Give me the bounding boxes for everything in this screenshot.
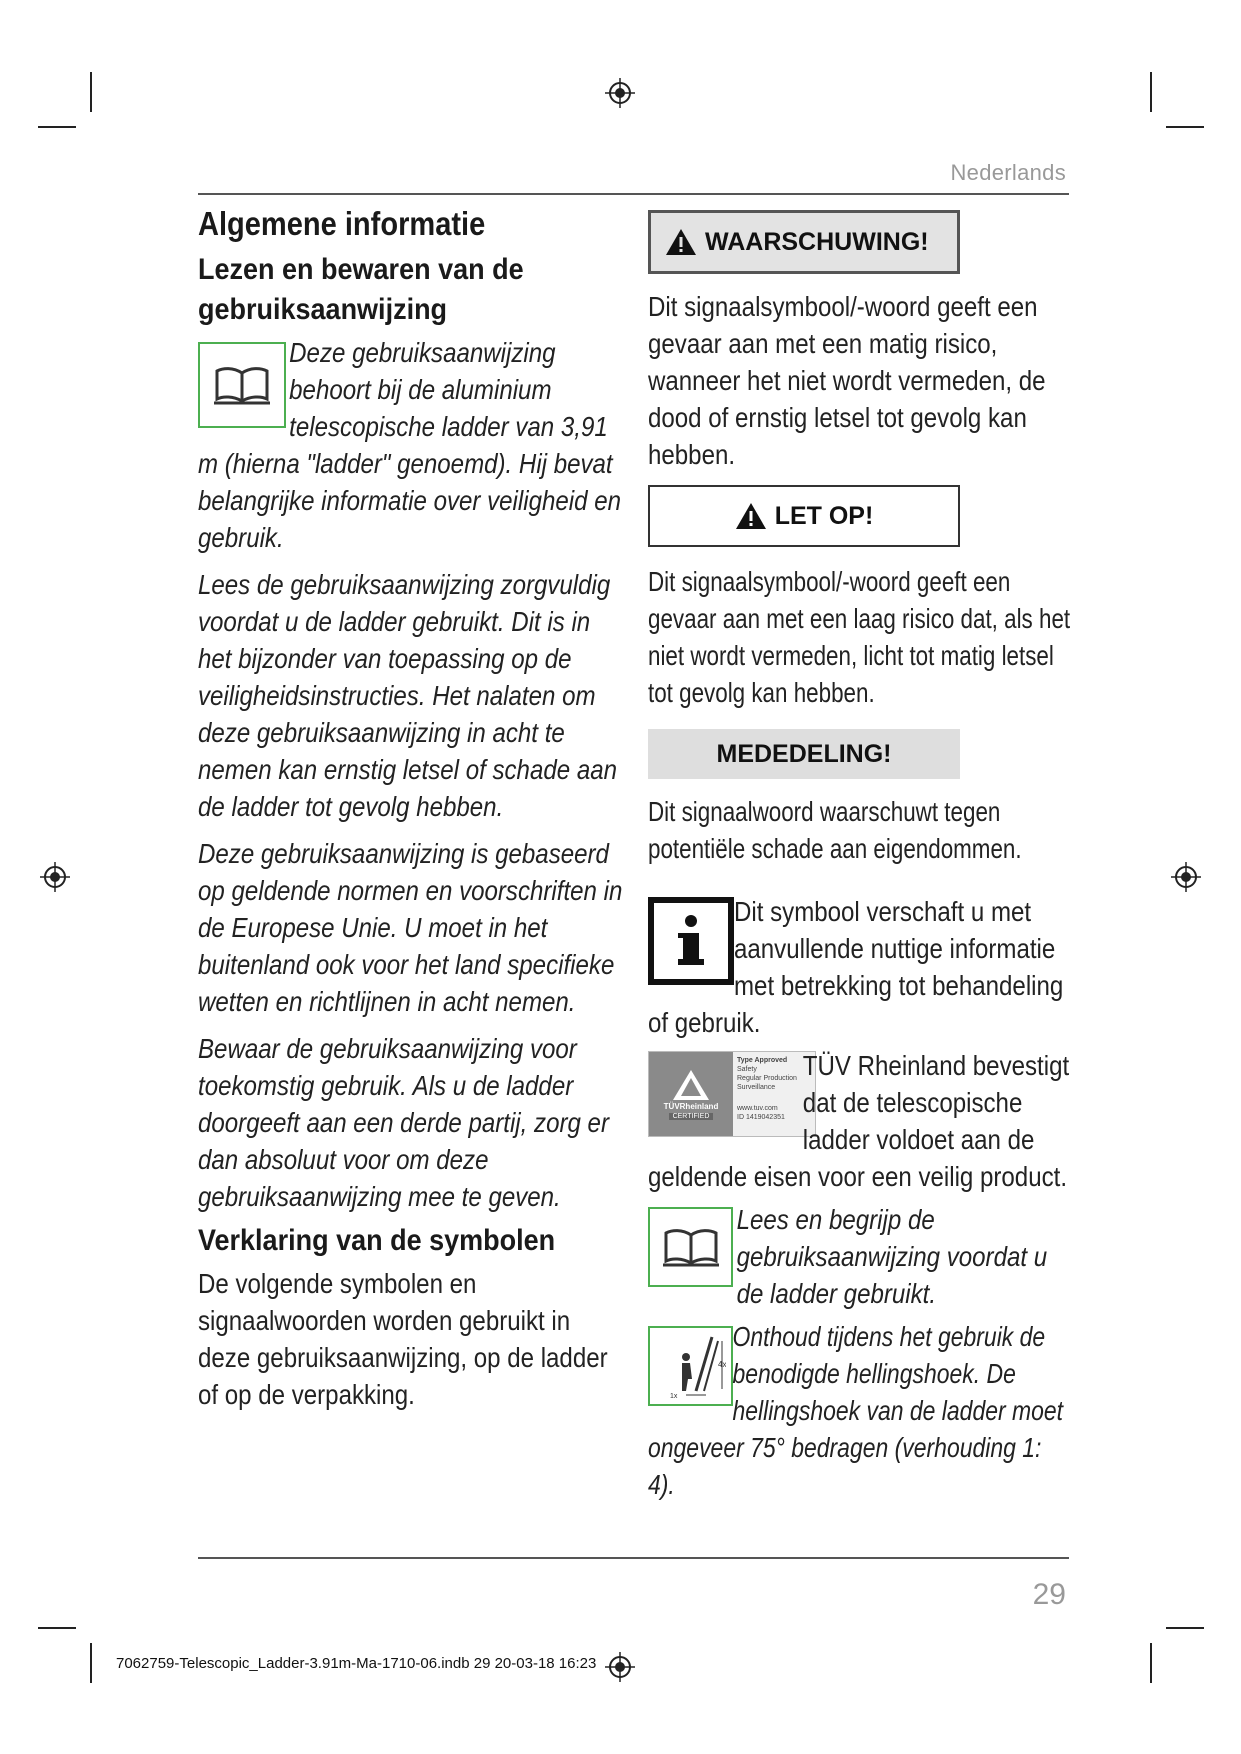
tuv-line: Safety: [737, 1066, 757, 1073]
crop-mark: [1150, 72, 1152, 112]
tuv-brand: TÜVRheinland: [663, 1102, 719, 1111]
warning-triangle-icon: [665, 228, 697, 256]
crop-mark: [38, 1627, 76, 1629]
subsection-title-symbols: Verklaring van de symbolen: [198, 1224, 556, 1257]
header-rule: [198, 193, 1069, 195]
paragraph-intro: Deze gebruiksaanwijzing behoort bij de aluminium telescopische ladder van 3,91 m (hierna "ladder" genoemd). Hij bevat belangrijke informatie over veiligheid en gebruik.: [198, 337, 621, 553]
left-column: [198, 204, 628, 1413]
warning-label: WAARSCHUWING!: [705, 227, 929, 256]
crop-mark: [90, 72, 92, 112]
tuv-description: TÜV Rheinland bevestigt dat de telescopische ladder voldoet aan de geldende eisen voor een veilig product.: [648, 1050, 1070, 1192]
right-column: [648, 210, 1073, 1503]
paragraph-symbols-intro: De volgende symbolen en signaalwoorden worden gebruikt in deze gebruiksaanwijzing, op de ladder of op de verpakking.: [198, 1268, 608, 1410]
crop-mark: [38, 126, 76, 128]
notice-label: MEDEDELING!: [716, 739, 892, 768]
caution-description: Dit signaalsymbool/-woord geeft een gevaar aan met een laag risico dat, als het niet wordt vermeden, licht tot matig letsel tot gevolg kan hebben.: [648, 566, 1071, 708]
language-label: Nederlands: [950, 160, 1066, 185]
warning-triangle-icon: [735, 502, 767, 530]
registration-mark-icon: [1171, 862, 1201, 892]
registration-mark-icon: [605, 1652, 635, 1682]
print-slug: 7062759-Telescopic_Ladder-3.91m-Ma-1710-06.indb 29 20-03-18 16:23: [116, 1655, 597, 1672]
warning-description: Dit signaalsymbool/-woord geeft een gevaar aan met een matig risico, wanneer het niet wordt vermeden, de dood of ernstig letsel tot gevolg kan hebben.: [648, 291, 1046, 470]
caution-signal-box: [648, 485, 960, 547]
subsection-title-read: Lezen en bewaren van de gebruiksaanwijzing: [198, 253, 524, 326]
notice-signal-box: [648, 729, 960, 779]
tuv-line: Type Approved: [737, 1057, 788, 1064]
warning-signal-box: [648, 210, 960, 274]
paragraph-eu-norms: Deze gebruiksaanwijzing is gebaseerd op geldende normen en voorschriften in de Europese Unie. U moet in het buitenland ook voor het land specifieke wetten en richtlijnen in acht nemen.: [198, 838, 623, 1017]
paragraph-read-carefully: Lees de gebruiksaanwijzing zorgvuldig voordat u de ladder gebruikt. Dit is in het bijzonder van toepassing op de veiligheidsinstructies. Het nalaten om deze gebruiksaanwijzing in acht te nemen kan ernstig letsel of schade aan de ladder tot gevolg hebben.: [198, 569, 617, 822]
crop-mark: [1166, 126, 1204, 128]
read-manual-description: Lees en begrijp de gebruiksaanwijzing voordat u de ladder gebruikt.: [736, 1204, 1048, 1309]
notice-description: Dit signaalwoord waarschuwt tegen potentiële schade aan eigendommen.: [648, 796, 1022, 864]
registration-mark-icon: [40, 862, 70, 892]
tuv-certified: CERTIFIED: [669, 1113, 714, 1120]
angle-ratio-v: 4x: [717, 1360, 726, 1369]
footer-rule: [198, 1557, 1069, 1559]
page-number: 29: [1032, 1578, 1066, 1611]
tuv-id: ID 1419042351: [737, 1114, 785, 1121]
tuv-line: Surveillance: [737, 1084, 776, 1091]
tuv-line: Regular Production: [737, 1075, 797, 1082]
paragraph-keep-manual: Bewaar de gebruiksaanwijzing voor toekomstig gebruik. Als u de ladder doorgeeft aan een derde partij, zorg er dan absoluut voor om deze gebruiksaanwijzing mee te geven.: [198, 1033, 609, 1212]
ladder-angle-description: Onthoud tijdens het gebruik de benodigde hellingshoek. De hellingshoek van de ladder moet ongeveer 75° bedragen (verhouding 1: 4).: [648, 1321, 1064, 1500]
crop-mark: [90, 1643, 92, 1683]
registration-mark-icon: [605, 78, 635, 108]
section-title: Algemene informatie: [198, 205, 486, 242]
caution-label: LET OP!: [774, 501, 874, 530]
crop-mark: [1166, 1627, 1204, 1629]
info-description: Dit symbool verschaft u met aanvullende nuttige informatie met betrekking tot behandeling of gebruik.: [648, 896, 1064, 1038]
tuv-web: www.tuv.com: [737, 1105, 778, 1112]
crop-mark: [1150, 1643, 1152, 1683]
angle-ratio-h: 1x: [669, 1393, 677, 1399]
